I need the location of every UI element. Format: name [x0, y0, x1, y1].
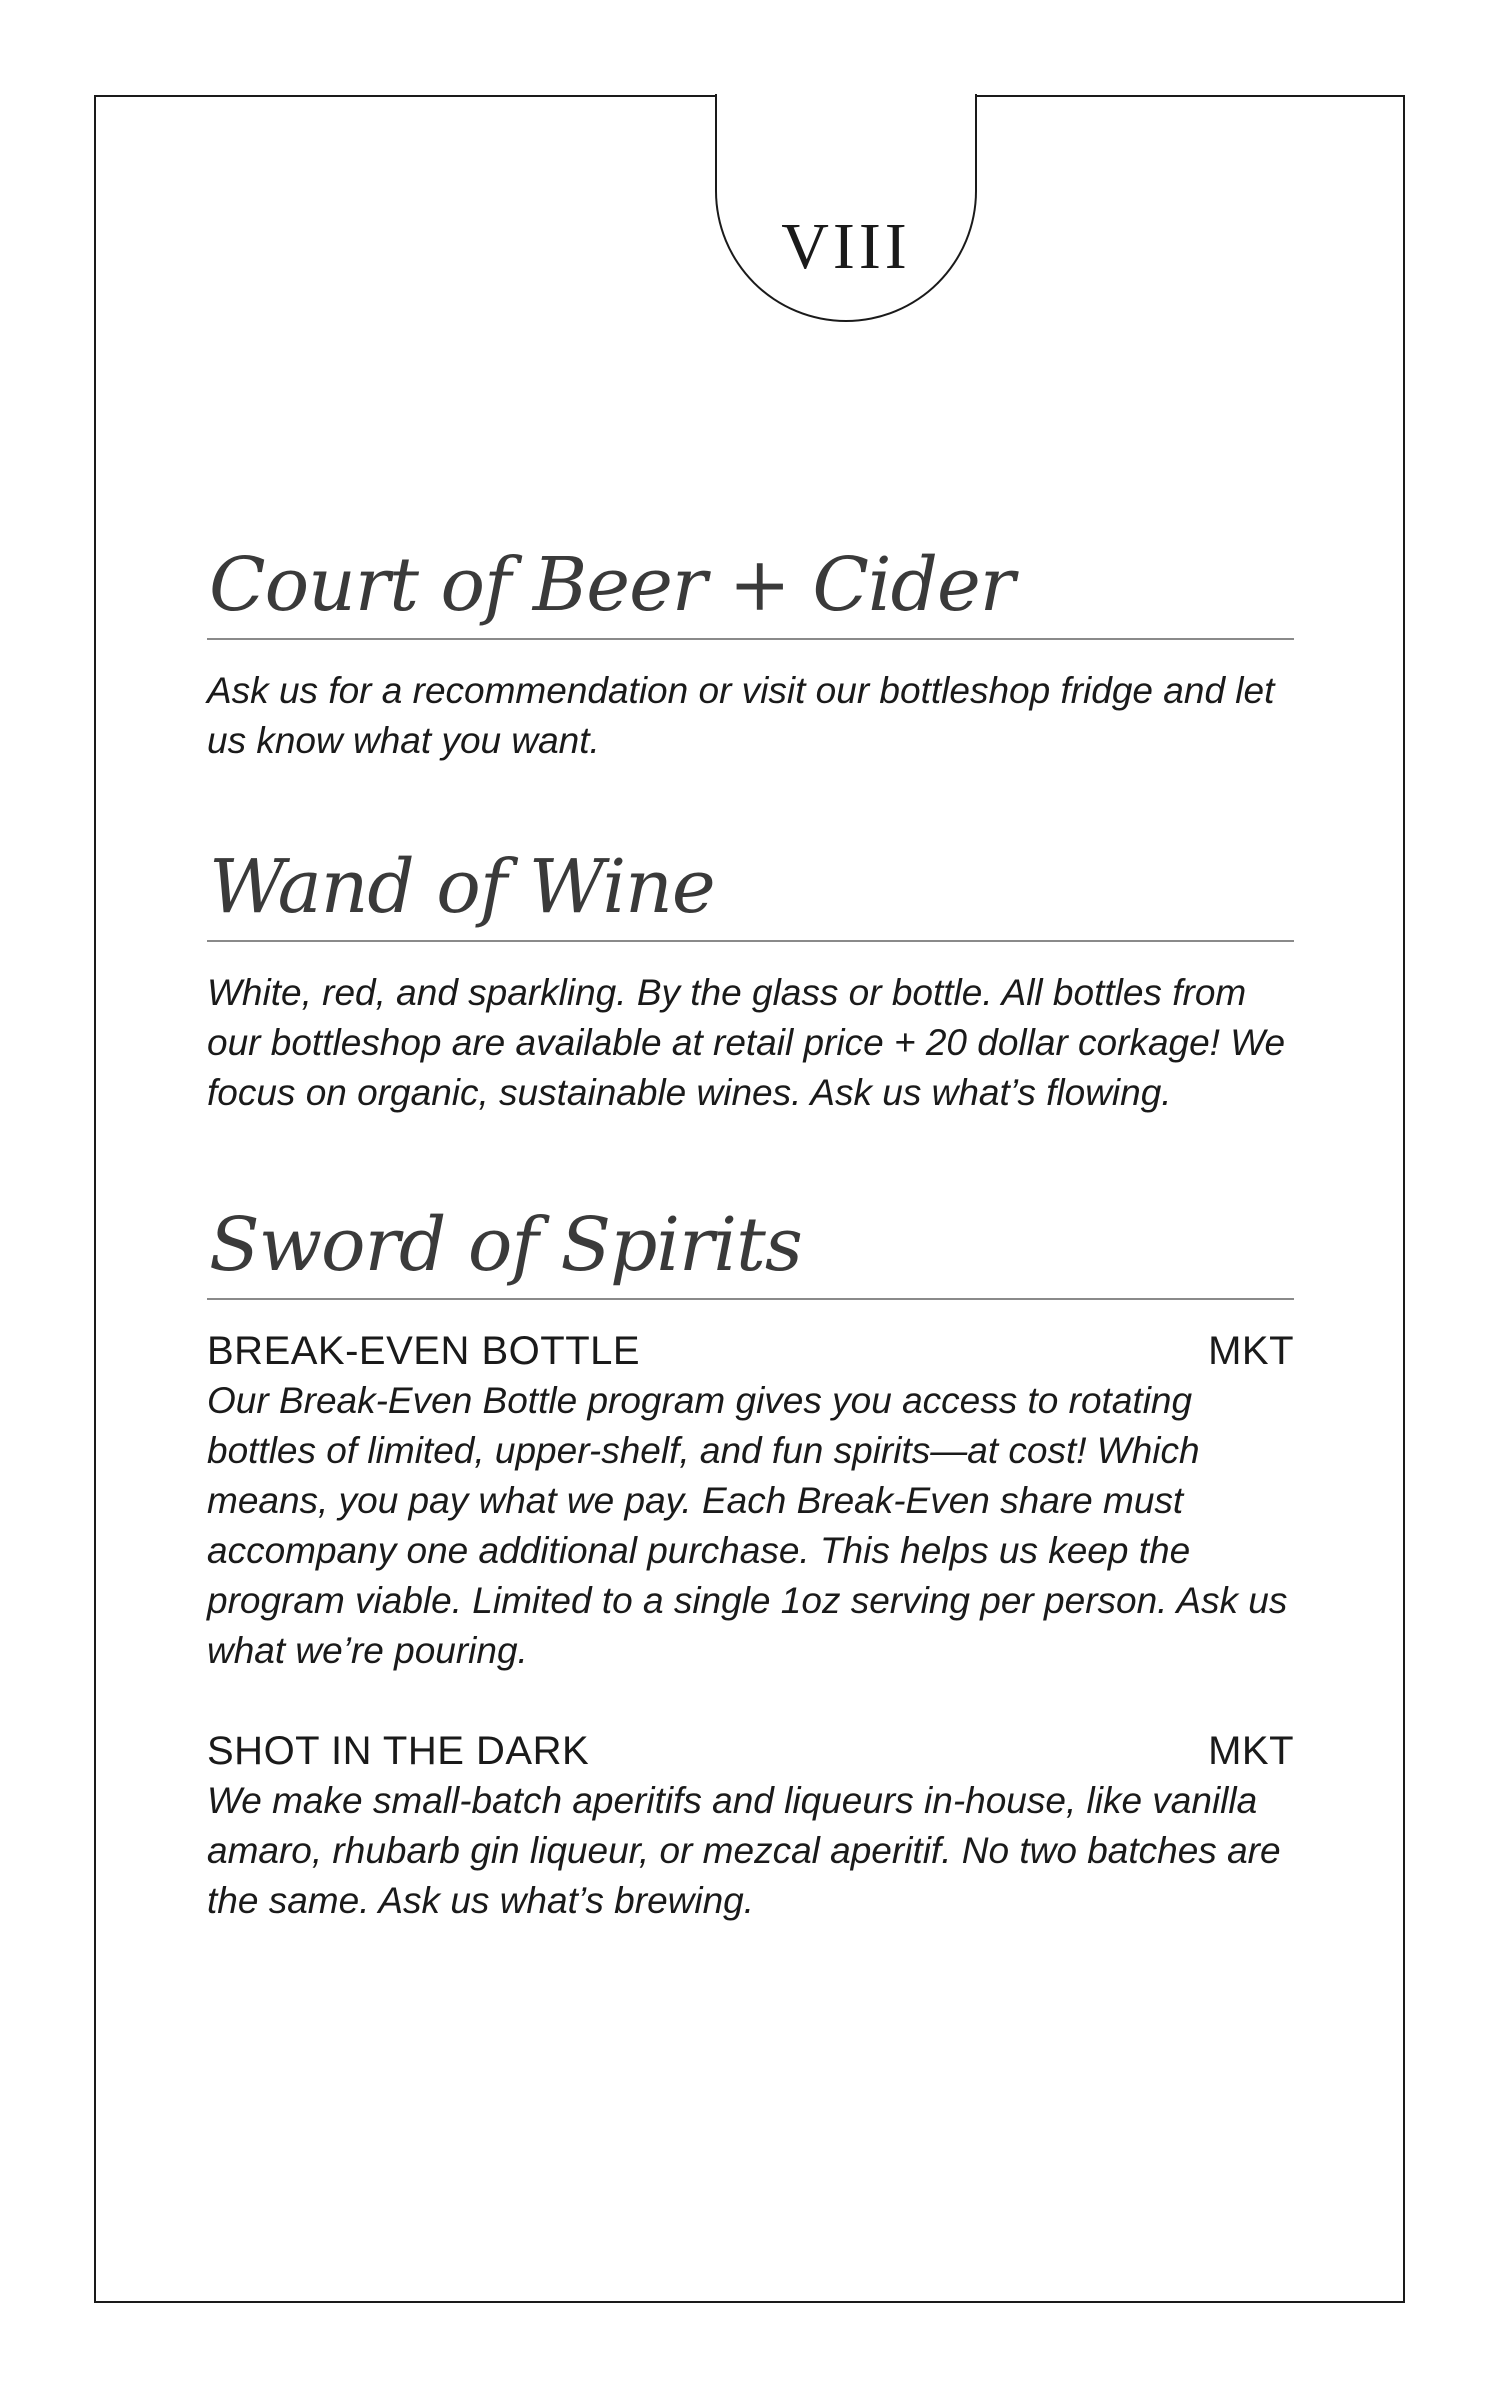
menu-item-header	[207, 1326, 1294, 1376]
menu-item-shot-in-the-dark	[207, 1726, 1294, 1926]
section-title-spirits: Sword of Spirits	[209, 1202, 802, 1288]
menu-item-name: SHOT IN THE DARK	[207, 1729, 590, 1773]
section-description-beer-cider: Ask us for a recommendation or visit our bottleshop fridge and let us know what you want.	[207, 670, 1275, 761]
menu-item-description: Our Break-Even Bottle program gives you access to rotating bottles of limited, upper-shelf, and fun spirits—at cost! Which means, you pay what we pay. Each Break-Even share must accompany one additional purchase. This helps us keep the program viable. Limited to a single 1oz serving per person. Ask us what we’re pouring.	[207, 1380, 1288, 1671]
section-title-wine: Wand of Wine	[209, 844, 715, 930]
menu-item-price: MKT	[1208, 1329, 1294, 1373]
menu-item-header	[207, 1726, 1294, 1776]
section-title-beer-cider: Court of Beer + Cider	[209, 542, 1015, 628]
section-spirits	[207, 1202, 1294, 1926]
menu-item-break-even-bottle	[207, 1326, 1294, 1676]
section-description-wine: White, red, and sparkling. By the glass or bottle. All bottles from our bottleshop are available at retail price + 20 dollar corkage! We focus on organic, sustainable wines. Ask us what’s flowing.	[207, 972, 1286, 1113]
menu-page-frame	[94, 95, 1405, 2303]
page-number: VIII	[781, 210, 911, 283]
section-divider	[207, 1298, 1294, 1300]
section-wine	[207, 844, 1294, 1118]
menu-item-price: MKT	[1208, 1729, 1294, 1773]
menu-item-name: BREAK-EVEN BOTTLE	[207, 1329, 641, 1373]
section-divider	[207, 940, 1294, 942]
page-number-badge	[715, 94, 977, 322]
section-divider	[207, 638, 1294, 640]
section-beer-cider	[207, 542, 1294, 766]
menu-item-description: We make small-batch aperitifs and liqueurs in-house, like vanilla amaro, rhubarb gin liqueur, or mezcal aperitif. No two batches are the same. Ask us what’s brewing.	[207, 1780, 1281, 1921]
